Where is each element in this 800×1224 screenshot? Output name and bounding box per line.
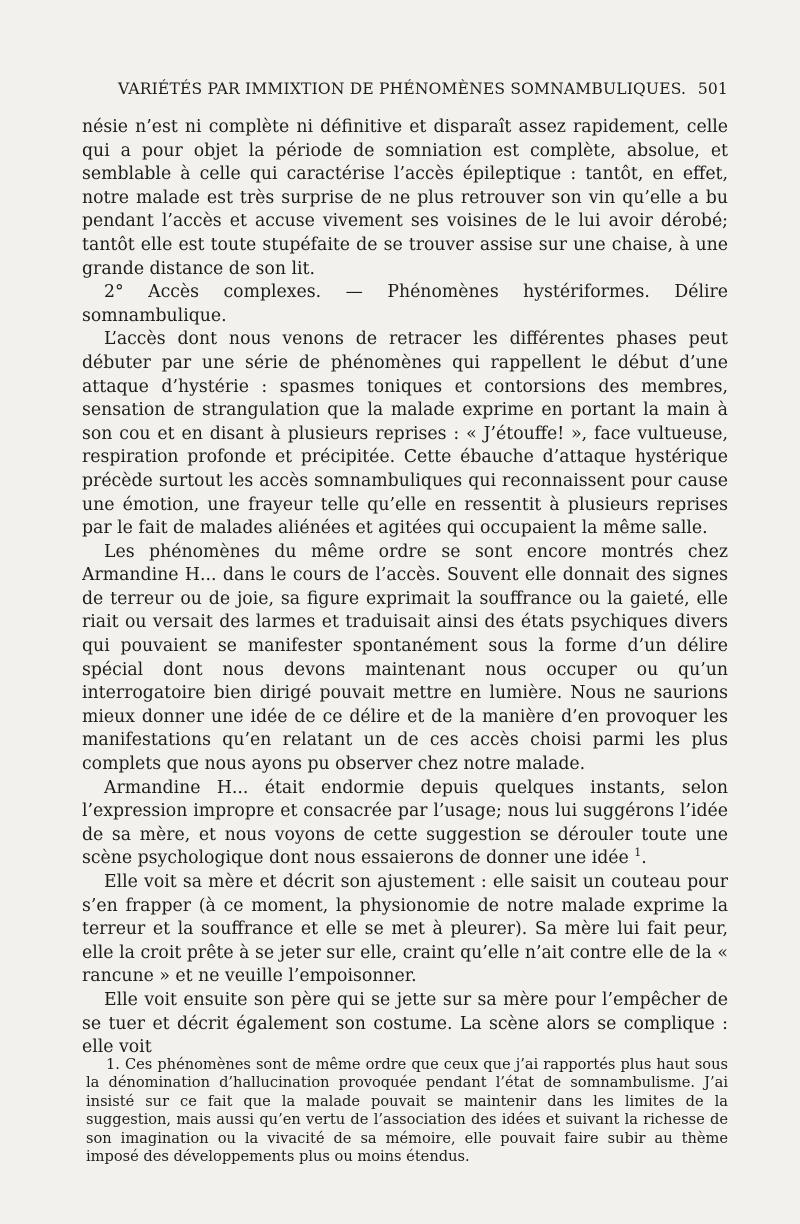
paragraph-father-scene: Elle voit ensuite son père qui se jette sur sa mère pour l’empêcher de se tuer et décrit également son costume. La scène alors se complique : elle voit [82,989,728,1058]
paragraph-same-order-phenomena: Les phénomènes du même ordre se sont encore montrés chez Armandine H... dans le cours de l’accès. Souvent elle donnait des signes de terreur ou de joie, sa figure exprimait la souffrance ou la gaieté, elle riait ou versait des larmes et traduisait ainsi des états psychiques divers qui pouvaient se manifester spontanément sous la forme d’un délire spécial dont nous devons maintenant nous occuper ou qu’un interrogatoire bien dirigé pouvait mettre en lumière. Nous ne saurions mieux donner une idée de ce délire et de la manière d’en provoquer les manifestations qu’en relatant un de ces accès choisi parmi les plus complets que nous ayons pu observer chez notre malade. [82,541,728,775]
paragraph-suggestion-text: Armandine H... était endormie depuis quelques instants, selon l’expression impropre et consacrée par l’usage; nous lui suggérons l’idée de sa mère, et nous voyons de cette suggestion se dérouler toute une scène psychologique dont nous essaierons de donner une idée [82,777,728,869]
page-number: 501 [697,80,728,98]
paragraph-suggestion-end: . [641,848,647,869]
paragraph-suggestion [82,777,728,871]
paragraph-hysteriform-onset: L’accès dont nous venons de retracer les différentes phases peut débuter par une série de phénomènes qui rappellent le début d’une attaque d’hystérie : spasmes toniques et contorsions des membres, sensation de strangulation que la malade exprime en portant la main à son cou et en disant à plusieurs reprises : « J’étouffe! », face vultueuse, respiration profonde et précipitée. Cette ébauche d’attaque hystérique précède surtout les accès somnambuliques qui reconnaissent pour cause une émotion, une frayeur telle qu’elle en ressentit à plusieurs reprises par le fait de malades aliénées et agitées qui occupaient la même salle. [82,329,728,539]
footnote-reference: 1 [634,846,642,860]
main-text [82,116,728,1060]
footnotes [86,1056,728,1166]
section-heading-paragraph: 2° Accès complexes. — Phénomènes hystériformes. Délire somnambulique. [82,282,728,326]
running-title: VARIÉTÉS PAR IMMIXTION DE PHÉNOMÈNES SOMNAMBULIQUES. [118,80,687,98]
paragraph-continued: nésie n’est ni complète ni définitive et disparaît assez rapidement, celle qui a pour objet la période de somniation est complète, absolue, et semblable à celle qui caractérise l’accès épileptique : tantôt, en effet, notre malade est très surprise de ne plus retrouver son vin qu’elle a bu pendant l’accès et accuse vivement ses voisines de le lui avoir dérobé; tantôt elle est toute stupéfaite de se trouver assise sur une chaise, à une grande distance de son lit. [82,117,728,279]
paragraph-mother-scene: Elle voit sa mère et décrit son ajustement : elle saisit un couteau pour s’en frapper (à ce moment, la physionomie de notre malade exprime la terreur et la souffrance et elle se met à pleurer). Sa mère lui fait peur, elle la croit prête à se jeter sur elle, craint qu’elle n’ait contre elle de la « rancune » et ne veuille l’empoisonner. [82,872,728,987]
running-header [118,80,728,102]
footnote-1: 1. Ces phénomènes sont de même ordre que ceux que j’ai rapportés plus haut sous la dénomination d’hallucination provoquée pendant l’état de somnambulisme. J’ai insisté sur ce fait que la malade pouvait se maintenir dans les limites de la suggestion, mais aussi qu’en vertu de l’association des idées et suivant la richesse de son imagination ou la vivacité de sa mémoire, elle pouvait faire subir au thème imposé des développements plus ou moins étendus. [86,1056,728,1166]
